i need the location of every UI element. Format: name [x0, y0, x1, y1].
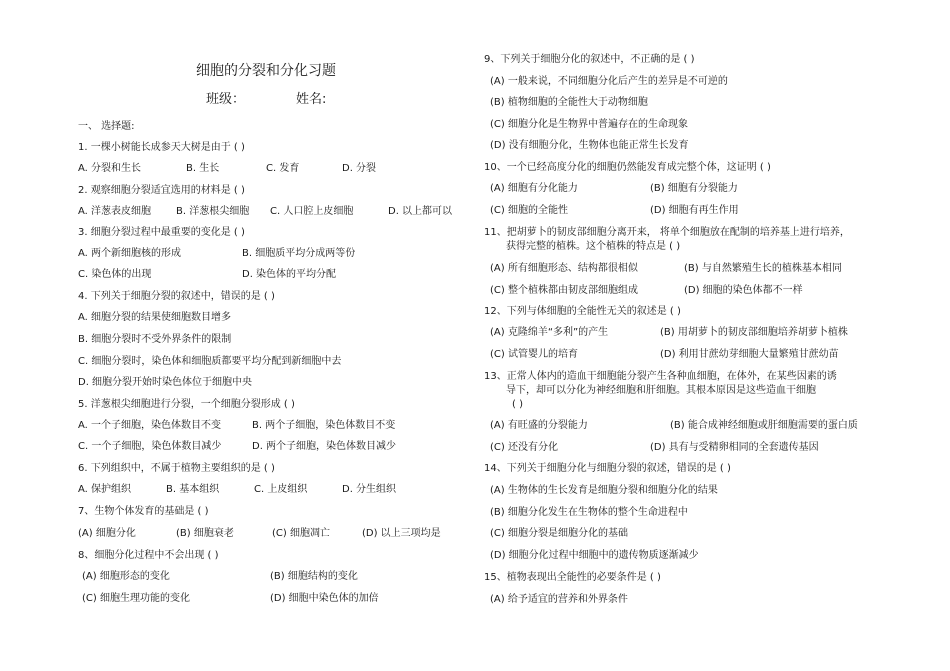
question-stem: 13、正常人体内的造血干细胞能分裂产生各种血细胞，在体外，在某些因素的诱	[484, 371, 837, 382]
question-stem: 4. 下列关于细胞分裂的叙述中，错误的是 ( )	[78, 291, 275, 302]
option-d: (D) 细胞有再生作用	[650, 205, 739, 216]
question-stem: 2. 观察细胞分裂适宜选用的材料是 ( )	[78, 185, 245, 196]
option-a: (A) 细胞有分化能力	[490, 183, 578, 194]
option-d: (D) 细胞的染色体都不一样	[684, 285, 803, 296]
option-d: D. 分生组织	[342, 484, 397, 495]
option-c: (C) 细胞生理功能的变化	[82, 593, 190, 604]
option-b: B. 两个子细胞，染色体数目不变	[252, 420, 396, 431]
option-a: (A) 克隆绵羊“多利”的产生	[490, 327, 609, 338]
option-a: (A) 有旺盛的分裂能力	[490, 420, 588, 431]
question-stem: 11、把胡萝卜的韧皮部细胞分离开来， 将单个细胞放在配制的培养基上进行培养，	[484, 227, 850, 238]
option-d: D. 分裂	[342, 163, 377, 174]
option-b: B. 生长	[186, 163, 220, 174]
option-d: D. 以上都可以	[388, 206, 453, 217]
option-d: (D) 具有与受精卵相同的全套遗传基因	[650, 442, 819, 453]
question-stem: 1. 一棵小树能长成参天大树是由于 ( )	[78, 142, 245, 153]
option-b: (B) 用胡萝卜的韧皮部细胞培养胡萝卜植株	[660, 327, 848, 338]
option-d: D. 两个子细胞，染色体数目减少	[252, 441, 397, 452]
option-b: (B) 细胞衰老	[176, 528, 234, 539]
question-stem: 14、下列关于细胞分化与细胞分裂的叙述，错误的是 ( )	[484, 463, 731, 474]
class-label: 班级：	[206, 92, 246, 107]
section-heading: 一、 选择题:	[78, 121, 135, 132]
option-d: D. 染色体的平均分配	[242, 269, 337, 280]
option-a: A. 分裂和生长	[78, 163, 142, 174]
question-stem: 5. 洋葱根尖细胞进行分裂，一个细胞分裂形成 ( )	[78, 399, 295, 410]
option-a: (A) 生物体的生长发育是细胞分裂和细胞分化的结果	[490, 485, 718, 496]
option-c: C. 上皮组织	[254, 484, 308, 495]
option-b: (B) 与自然繁殖生长的植株基本相同	[684, 263, 842, 274]
option-c: (C) 细胞分裂是细胞分化的基础	[490, 528, 628, 539]
option-d: (D) 利用甘蔗幼芽细胞大量繁殖甘蔗幼苗	[660, 349, 839, 360]
question-stem: 12、下列与体细胞的全能性无关的叙述是 ( )	[484, 306, 681, 317]
option-a: A. 洋葱表皮细胞	[78, 206, 152, 217]
option-c: (C) 试管婴儿的培育	[490, 349, 578, 360]
option-b: B. 基本组织	[166, 484, 220, 495]
question-stem: 7、生物个体发育的基础是 ( )	[78, 506, 209, 517]
option-c: C. 发育	[266, 163, 300, 174]
option-a: A. 两个新细胞核的形成	[78, 248, 182, 259]
option-c: C. 染色体的出现	[78, 269, 152, 280]
option-d: (D) 细胞分化过程中细胞中的遗传物质逐渐减少	[490, 550, 699, 561]
option-b: B. 细胞质平均分成两等份	[242, 248, 356, 259]
option-d: (D) 以上三项均是	[362, 528, 441, 539]
worksheet-title: 细胞的分裂和分化习题	[196, 63, 336, 79]
option-d: (D) 没有细胞分化，生物体也能正常生长发育	[490, 140, 689, 151]
option-a: (A) 细胞分化	[78, 528, 136, 539]
option-b: B. 洋葱根尖细胞	[176, 206, 250, 217]
question-stem: 15、植物表现出全能性的必要条件是 ( )	[484, 572, 661, 583]
option-b: (B) 能合成神经细胞或肝细胞需要的蛋白质	[670, 420, 858, 431]
option-a: A. 一个子细胞，染色体数目不变	[78, 420, 222, 431]
option-a: (A) 细胞形态的变化	[82, 571, 170, 582]
question-stem: 6. 下列组织中，不属于植物主要组织的是 ( )	[78, 463, 275, 474]
option-a: A. 细胞分裂的结果使细胞数目增多	[78, 312, 232, 323]
option-d: D. 细胞分裂开始时染色体位于细胞中央	[78, 377, 253, 388]
option-b: (B) 细胞有分裂能力	[650, 183, 738, 194]
option-a: (A) 所有细胞形态、结构都很相似	[490, 263, 638, 274]
option-d: (D) 细胞中染色体的加倍	[270, 593, 379, 604]
option-c: (C) 还没有分化	[490, 442, 558, 453]
option-b: (B) 细胞结构的变化	[270, 571, 358, 582]
question-stem: 9、下列关于细胞分化的叙述中，不正确的是 ( )	[484, 54, 695, 65]
option-a: (A) 一般来说，不同细胞分化后产生的差异是不可逆的	[490, 76, 728, 87]
answer-bracket: ( )	[512, 399, 523, 410]
option-c: (C) 细胞分化是生物界中普遍存在的生命现象	[490, 119, 688, 130]
option-a: A. 保护组织	[78, 484, 132, 495]
option-c: (C) 细胞凋亡	[272, 528, 330, 539]
option-b: (B) 细胞分化发生在生物体的整个生命进程中	[490, 507, 688, 518]
question-stem: 8、细胞分化过程中不会出现 ( )	[78, 550, 219, 561]
question-stem: 3. 细胞分裂过程中最重要的变化是 ( )	[78, 227, 245, 238]
option-a: (A) 给予适宜的营养和外界条件	[490, 594, 628, 605]
option-c: (C) 整个植株都由韧皮部细胞组成	[490, 285, 638, 296]
name-label: 姓名:	[296, 92, 327, 107]
question-stem-continued: 获得完整的植株。这个植株的特点是 ( )	[506, 241, 681, 252]
option-b: (B) 植物细胞的全能性大于动物细胞	[490, 97, 648, 108]
option-c: C. 一个子细胞，染色体数目减少	[78, 441, 222, 452]
question-stem-continued: 导下，却可以分化为神经细胞和肝细胞。其根本原因是这些造血干细胞	[506, 385, 816, 396]
question-stem: 10、一个已经高度分化的细胞仍然能发育成完整个体，这证明 ( )	[484, 162, 771, 173]
option-b: B. 细胞分裂时不受外界条件的限制	[78, 334, 232, 345]
option-c: (C) 细胞的全能性	[490, 205, 568, 216]
option-c: C. 人口腔上皮细胞	[270, 206, 354, 217]
option-c: C. 细胞分裂时，染色体和细胞质都要平均分配到新细胞中去	[78, 356, 342, 367]
